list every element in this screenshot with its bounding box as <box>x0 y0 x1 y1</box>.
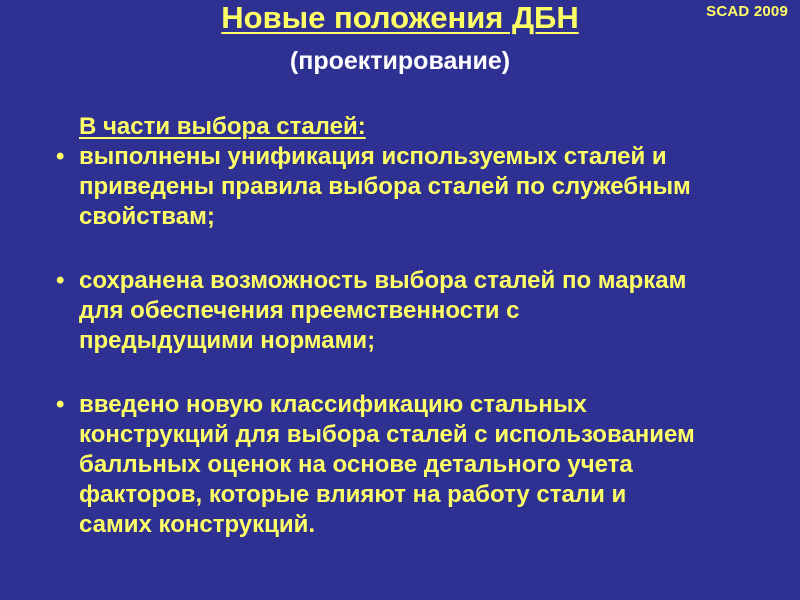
section-heading: В части выбора сталей: <box>79 113 366 140</box>
bullet-marker: • <box>56 391 65 418</box>
scad-badge: SCAD 2009 <box>706 3 788 20</box>
bullet-text: выполнены унификация используемых сталей и приведены правила выбора сталей по служебным свойствам; <box>79 143 691 230</box>
bullet-marker: • <box>56 267 65 294</box>
bullet-marker: • <box>56 143 65 170</box>
bullet-item-3 <box>56 390 776 540</box>
bullet-item-1 <box>56 142 776 232</box>
slide-subtitle: (проектирование) <box>289 47 511 75</box>
bullet-text: сохранена возможность выбора сталей по маркам для обеспечения преемственности с предыдущими нормами; <box>79 267 687 354</box>
content-area <box>56 112 776 540</box>
slide-title: Новые положения ДБН <box>221 0 579 35</box>
bullet-text: введено новую классификацию стальных конструкций для выбора сталей с использованием балльных оценок на основе детального учета факторов, которые влияют на работу стали и самих конструкций. <box>79 391 695 538</box>
bullet-item-2 <box>56 266 776 356</box>
